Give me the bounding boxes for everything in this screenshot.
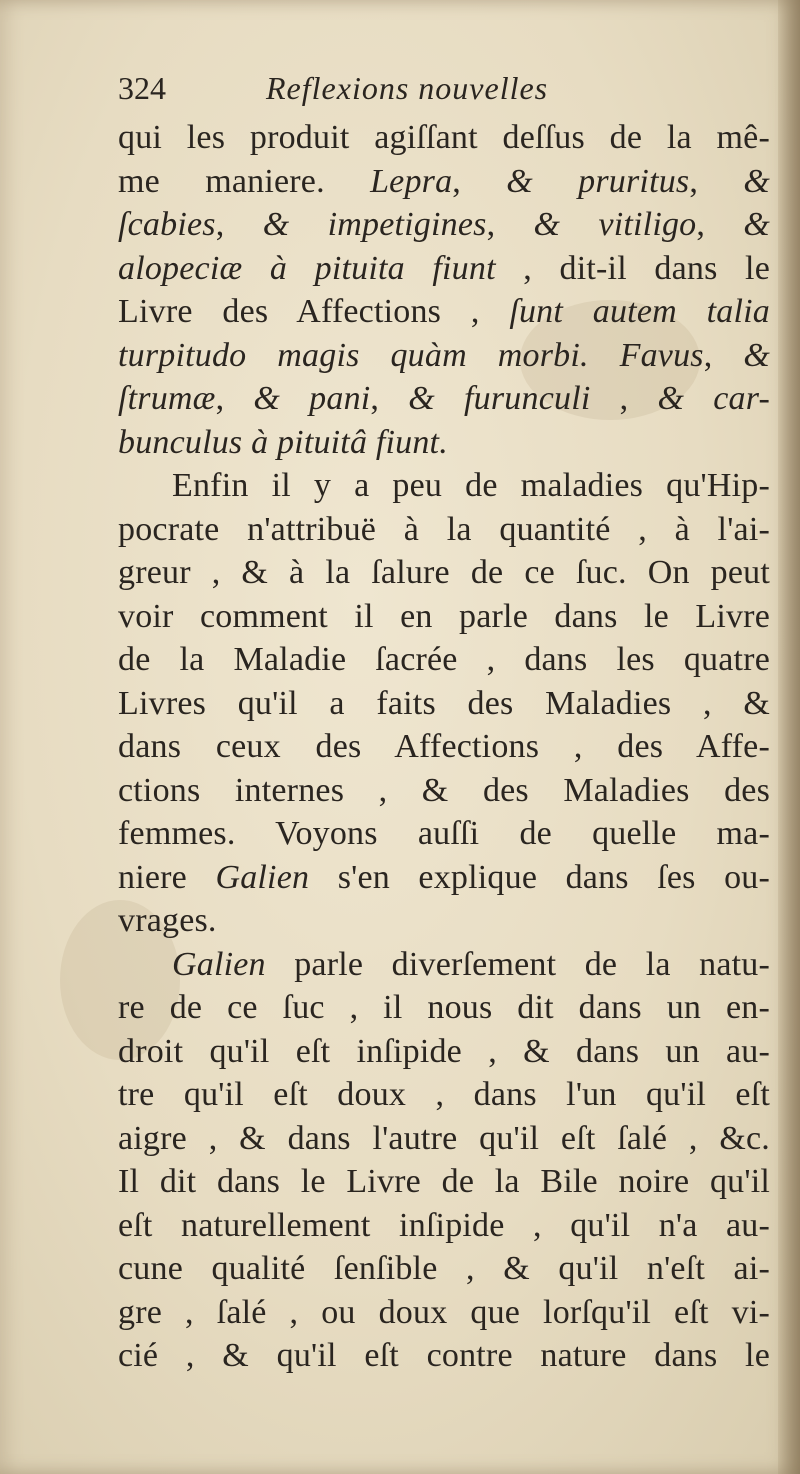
italic-text: & impetigines bbox=[262, 206, 487, 243]
text-run: Livre des Affections , bbox=[118, 293, 510, 330]
text-run: de la Maladie ſacrée , dans les quatre bbox=[118, 641, 770, 678]
italic-text: alopeciæ à pituita fiunt bbox=[118, 249, 496, 287]
text-line bbox=[118, 508, 770, 552]
text-line bbox=[118, 812, 770, 856]
text-line bbox=[118, 377, 770, 421]
text-line bbox=[118, 421, 770, 465]
italic-text: & pruritus bbox=[506, 162, 690, 200]
text-line bbox=[118, 203, 770, 247]
italic-text: Lepra bbox=[370, 162, 453, 200]
text-line bbox=[118, 1160, 770, 1204]
text-line bbox=[118, 595, 770, 639]
text-line bbox=[118, 551, 770, 595]
text-run: , bbox=[215, 380, 254, 417]
italic-text: & pani bbox=[253, 380, 371, 417]
text-line bbox=[118, 986, 770, 1030]
text-run: femmes. Voyons auſſi de quelle ma- bbox=[118, 815, 770, 852]
text-run: cune qualité ſenſible , & qu'il n'eſt ai- bbox=[118, 1250, 770, 1287]
text-run: tre qu'il eſt doux , dans l'un qu'il eſt bbox=[118, 1076, 770, 1113]
text-run: cié , & qu'il eſt contre nature dans le bbox=[118, 1337, 770, 1374]
text-run: , bbox=[696, 206, 744, 243]
text-line bbox=[118, 638, 770, 682]
text-run: re de ce ſuc , il nous dit dans un en- bbox=[118, 989, 770, 1026]
text-line bbox=[118, 290, 770, 334]
text-run: vrages. bbox=[118, 902, 217, 939]
italic-text: & car- bbox=[657, 380, 770, 417]
text-run: Livres qu'il a faits des Maladies , & bbox=[118, 684, 770, 722]
text-line bbox=[118, 1334, 770, 1378]
text-run: , bbox=[590, 380, 658, 417]
body-text bbox=[118, 116, 770, 1378]
text-run: , dit-il dans le bbox=[495, 249, 770, 287]
text-run: gre , ſalé , ou doux que lorſqu'il eſt vi- bbox=[118, 1293, 770, 1331]
italic-text: ſcabies bbox=[118, 206, 216, 243]
page-text bbox=[118, 70, 770, 1378]
text-run: dans ceux des Affections , des Affe- bbox=[118, 728, 770, 765]
italic-text: Galien bbox=[215, 858, 310, 896]
text-run: s'en explique dans ſes ou- bbox=[309, 858, 770, 896]
text-run: qui les produit agiſſant deſſus de la mê- bbox=[118, 119, 770, 156]
text-line bbox=[118, 1247, 770, 1291]
text-line bbox=[118, 1073, 770, 1117]
text-run: me maniere. bbox=[118, 162, 371, 200]
italic-text: & furunculi bbox=[408, 380, 591, 417]
text-line bbox=[118, 1117, 770, 1161]
text-run: ctions internes , & des Maladies des bbox=[118, 771, 770, 809]
text-line bbox=[118, 1204, 770, 1248]
text-line bbox=[118, 464, 770, 508]
text-run: Il dit dans le Livre de la Bile noire qu'il bbox=[118, 1163, 770, 1200]
text-line bbox=[118, 1291, 770, 1335]
italic-text: ſtrumæ bbox=[118, 380, 216, 417]
text-line bbox=[118, 899, 770, 943]
text-run: pocrate n'attribuë à la quantité , à l'ai- bbox=[118, 510, 770, 548]
text-run: , bbox=[370, 380, 409, 417]
text-line bbox=[118, 682, 770, 726]
text-run: , bbox=[215, 206, 263, 243]
text-run: parle diverſement de la natu- bbox=[265, 945, 770, 983]
text-run: voir comment il en parle dans le Livre bbox=[118, 597, 770, 635]
text-run: , bbox=[689, 162, 744, 200]
text-line bbox=[118, 769, 770, 813]
text-line bbox=[118, 725, 770, 769]
text-run: , bbox=[452, 162, 507, 200]
text-line bbox=[118, 334, 770, 378]
text-line bbox=[118, 247, 770, 291]
italic-text: & bbox=[743, 336, 770, 374]
text-run: , bbox=[486, 206, 534, 243]
italic-text: & bbox=[743, 162, 770, 200]
text-run: Enfin il y a peu de maladies qu'Hip- bbox=[172, 467, 770, 504]
text-line bbox=[118, 856, 770, 900]
text-run: aigre , & dans l'autre qu'il eſt ſalé , &c. bbox=[118, 1119, 770, 1157]
text-line bbox=[118, 1030, 770, 1074]
text-run: niere bbox=[118, 858, 216, 896]
text-run: greur , & à la ſalure de ce ſuc. On peut bbox=[118, 554, 770, 591]
text-run: , bbox=[703, 336, 744, 374]
text-line bbox=[118, 160, 770, 204]
text-line bbox=[118, 943, 770, 987]
page-edge-shadow bbox=[778, 0, 800, 1474]
text-run: droit qu'il eſt inſipide , & dans un au- bbox=[118, 1032, 770, 1070]
text-run: eſt naturellement inſipide , qu'il n'a au- bbox=[118, 1206, 770, 1244]
italic-text: ſunt autem talia bbox=[509, 293, 770, 330]
page-number: 324 bbox=[118, 70, 166, 106]
italic-text: bunculus à pituitâ fiunt. bbox=[118, 423, 448, 461]
italic-text: Galien bbox=[172, 945, 266, 983]
running-title: Reflexions nouvelles bbox=[266, 70, 549, 106]
italic-text: turpitudo magis quàm morbi. Favus bbox=[118, 336, 704, 374]
text-line bbox=[118, 116, 770, 160]
italic-text: & vitiligo bbox=[533, 206, 697, 243]
italic-text: & bbox=[743, 206, 770, 243]
running-header bbox=[118, 70, 770, 116]
